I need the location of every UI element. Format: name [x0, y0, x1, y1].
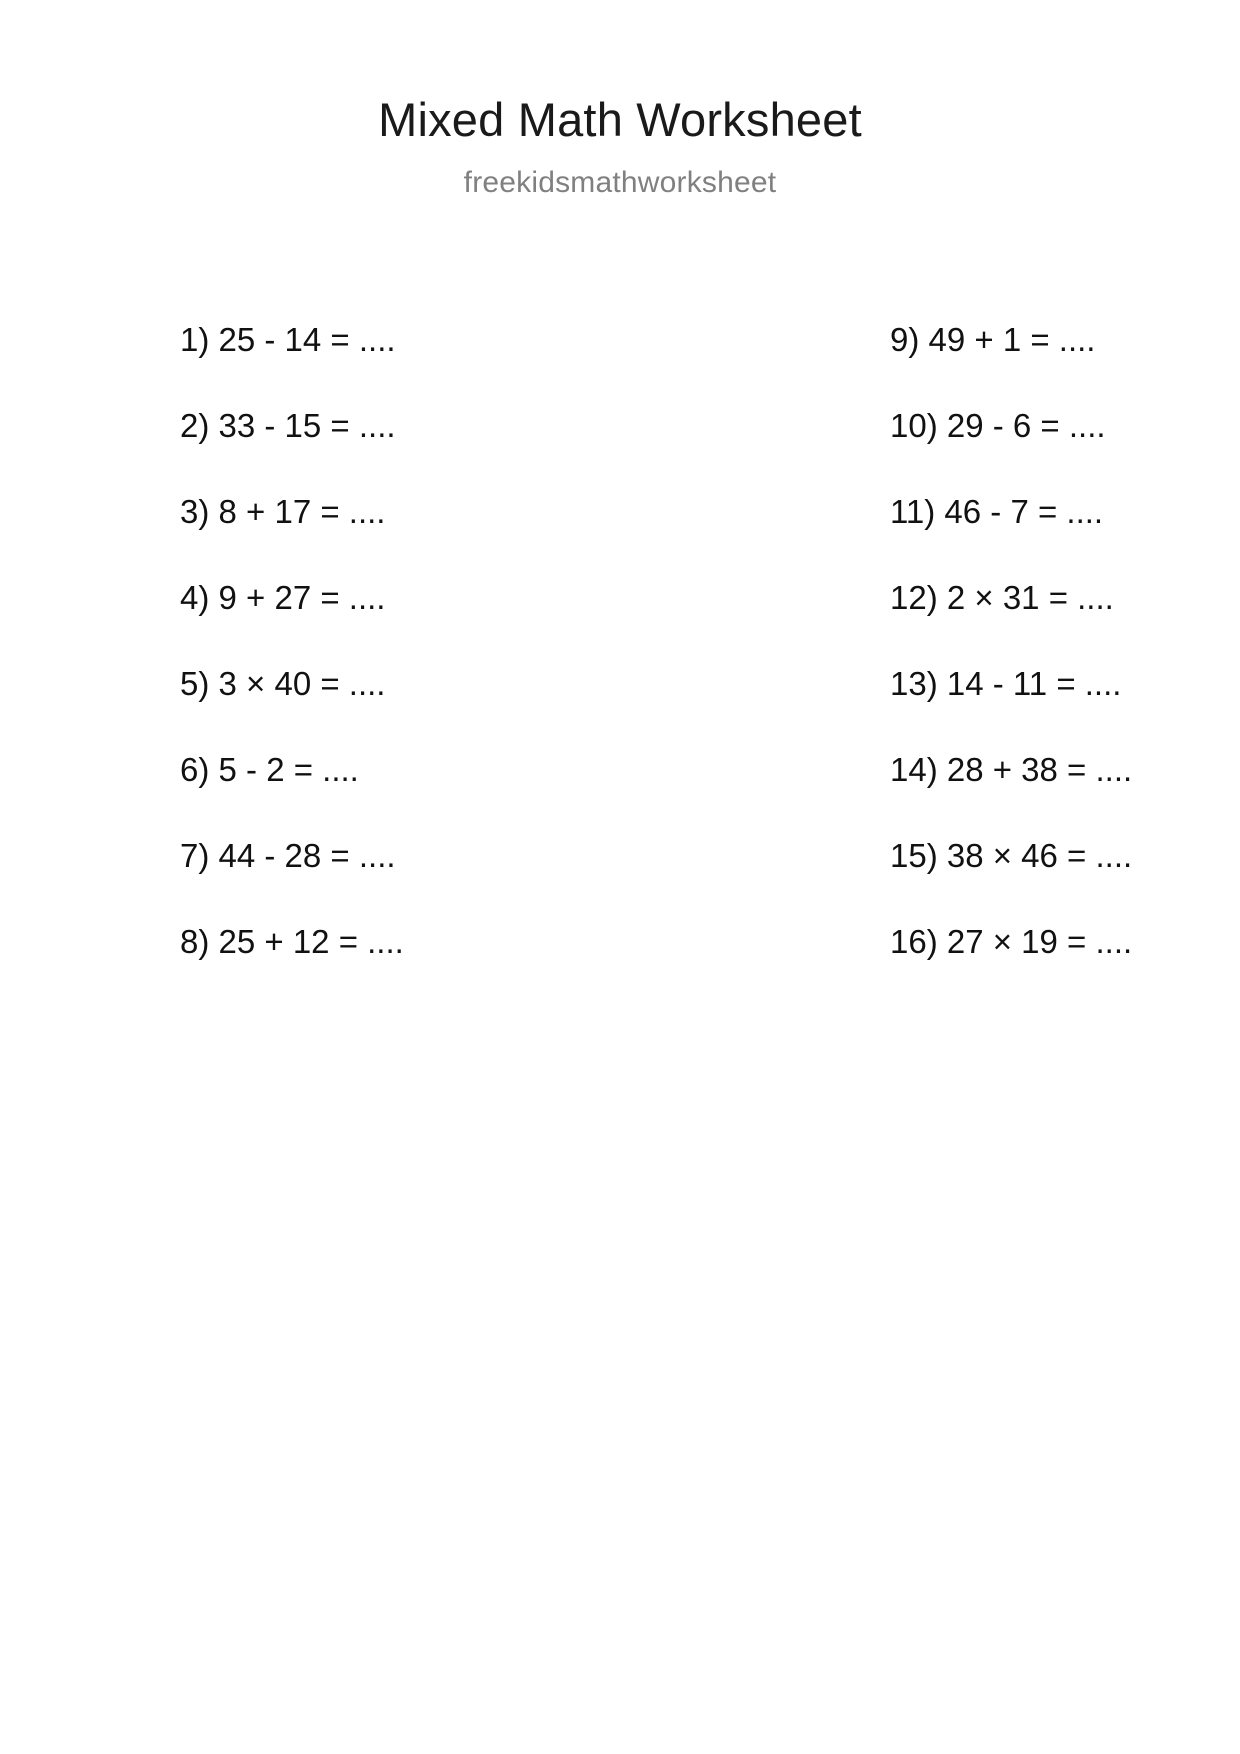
problem-item: 8) 25 + 12 = ....: [180, 922, 404, 960]
page-title: Mixed Math Worksheet: [378, 93, 862, 146]
problem-column-left: [0, 296, 445, 984]
problem-item: 5) 3 × 40 = ....: [180, 664, 386, 702]
problem-item: 6) 5 - 2 = ....: [180, 750, 359, 788]
problem-list: [0, 296, 1240, 984]
problem-item: 1) 25 - 14 = ....: [180, 320, 396, 358]
problem-item: 7) 44 - 28 = ....: [180, 836, 396, 874]
problem-item: 3) 8 + 17 = ....: [180, 492, 386, 530]
problem-item: 4) 9 + 27 = ....: [180, 578, 386, 616]
page-subtitle: freekidsmathworksheet: [463, 166, 777, 199]
problem-item: 2) 33 - 15 = ....: [180, 406, 396, 444]
problem-column-right: 9) 49 + 1 = .... 10) 29 - 6 = .... 11) 46 - 7 = .... 12) 2 × 31 = .... 13) 14 - 11 = .... 14) 28 + 38 = .... 15) 38 × 46 = .... 16) 27 × 19 = ....: [890, 320, 1133, 960]
